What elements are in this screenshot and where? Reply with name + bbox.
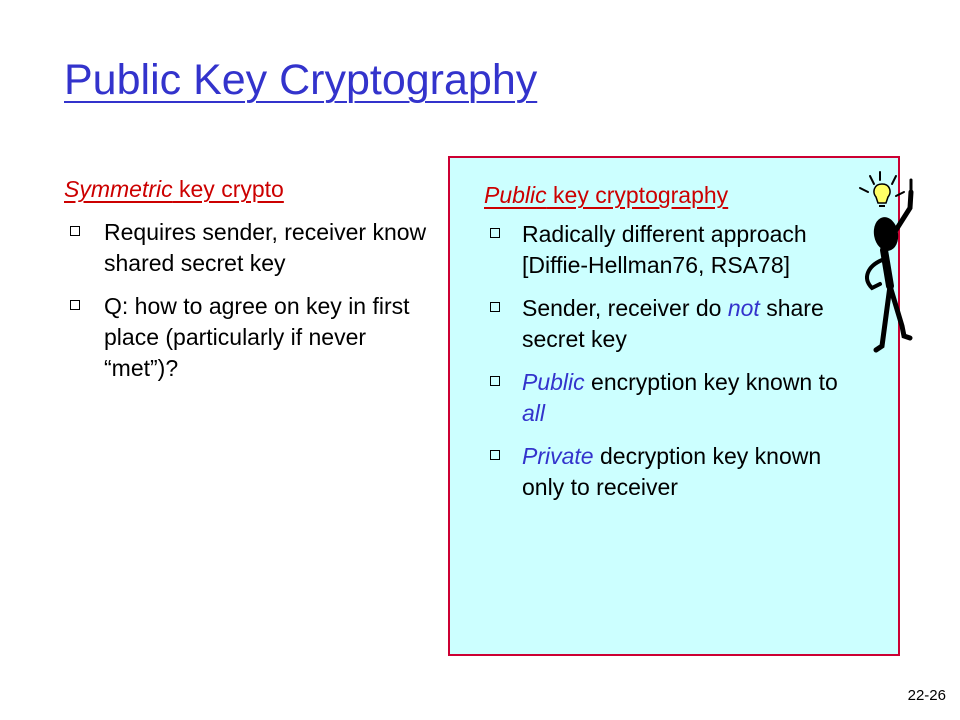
- list-item: [64, 217, 434, 279]
- list-item: [484, 367, 854, 429]
- list-item: [484, 441, 854, 503]
- bullet-text: Q: how to agree on key in first place (particularly if never “met”)?: [104, 293, 410, 381]
- bullet-text: Requires sender, receiver know shared secret key: [104, 219, 427, 276]
- symmetric-heading: [64, 176, 434, 203]
- bullet-text-mid: encryption key known to: [584, 369, 838, 395]
- square-bullet-icon: [490, 450, 500, 460]
- square-bullet-icon: [490, 376, 500, 386]
- symmetric-bullet-list: [64, 217, 434, 384]
- bullet-emphasis-2: all: [522, 400, 546, 426]
- public-key-column: [484, 182, 854, 515]
- public-heading-italic: Public: [484, 182, 547, 208]
- list-item: [484, 293, 854, 355]
- square-bullet-icon: [70, 300, 80, 310]
- public-heading-rest: key cryptography: [546, 182, 729, 208]
- list-item: [64, 291, 434, 384]
- symmetric-column: [64, 176, 434, 396]
- public-heading: [484, 182, 854, 209]
- public-bullet-list: [484, 219, 854, 503]
- square-bullet-icon: [70, 226, 80, 236]
- slide-title: Public Key Cryptography: [64, 56, 538, 104]
- bullet-emphasis: Public: [522, 369, 585, 395]
- slide-number: 22-26: [907, 687, 946, 704]
- bullet-text-post: decryption key known only to receiver: [522, 443, 822, 500]
- bullet-emphasis: not: [727, 295, 760, 321]
- square-bullet-icon: [490, 228, 500, 238]
- symmetric-heading-rest: key crypto: [172, 176, 284, 202]
- symmetric-heading-italic: Symmetric: [64, 176, 173, 202]
- idea-stick-figure-icon: [858, 170, 938, 356]
- bullet-text: Radically different approach [Diffie-Hellman76, RSA78]: [522, 221, 807, 278]
- bullet-emphasis: Private: [522, 443, 594, 469]
- bullet-text-pre: Sender, receiver do: [522, 295, 728, 321]
- bullet-text-post: share secret key: [522, 295, 824, 352]
- square-bullet-icon: [490, 302, 500, 312]
- list-item: [484, 219, 854, 281]
